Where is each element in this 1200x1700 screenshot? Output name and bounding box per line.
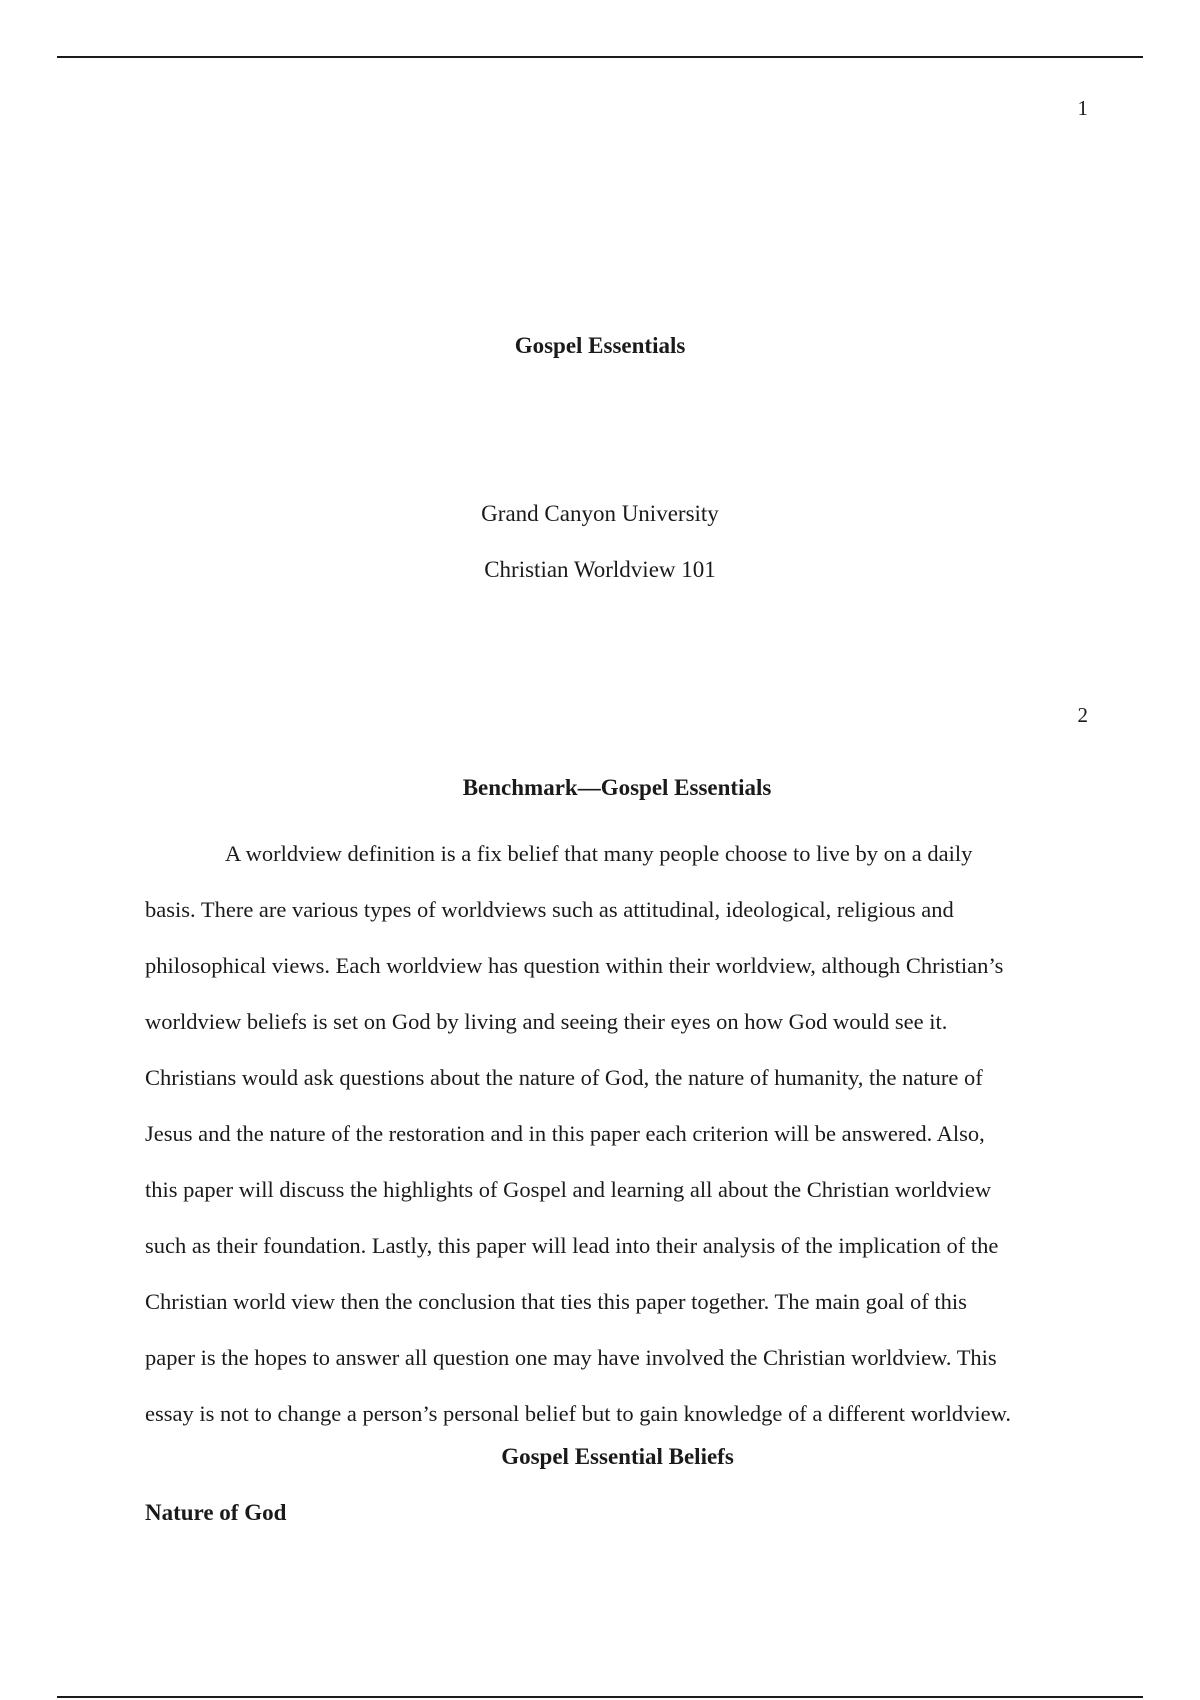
- paragraph-line: A worldview definition is a fix belief that many people choose to live by on a daily: [225, 841, 973, 866]
- paragraph-line: worldview beliefs is set on God by living and seeing their eyes on how God would see it.: [145, 1009, 948, 1034]
- paragraph-line: paper is the hopes to answer all question one may have involved the Christian worldview. This: [145, 1345, 997, 1370]
- paragraph-line: Christian world view then the conclusion that ties this paper together. The main goal of this: [145, 1289, 967, 1314]
- institution-name: Grand Canyon University: [481, 501, 719, 526]
- benchmark-heading: Benchmark—Gospel Essentials: [462, 775, 772, 800]
- course-name: Christian Worldview 101: [484, 557, 716, 582]
- intro-paragraph: [145, 826, 1090, 1442]
- paragraph-line: essay is not to change a person’s personal belief but to gain knowledge of a different worldview.: [145, 1401, 1012, 1426]
- paper-title: Gospel Essentials: [514, 333, 686, 358]
- paragraph-line: such as their foundation. Lastly, this paper will lead into their analysis of the implication of the: [145, 1233, 999, 1258]
- paragraph-line: Christians would ask questions about the nature of God, the nature of humanity, the nature of: [145, 1065, 983, 1090]
- paragraph-line: this paper will discuss the highlights of Gospel and learning all about the Christian worldview: [145, 1177, 992, 1202]
- paragraph-line: Jesus and the nature of the restoration and in this paper each criterion will be answered. Also,: [145, 1121, 985, 1146]
- page-top-rule: [57, 56, 1143, 58]
- paragraph-line: philosophical views. Each worldview has question within their worldview, although Christian’s: [145, 953, 1004, 978]
- sub-heading-nature-of-god: Nature of God: [145, 1500, 287, 1525]
- section-heading: Gospel Essential Beliefs: [501, 1444, 734, 1469]
- page-number-1: 1: [1077, 96, 1088, 120]
- page-number-2: 2: [1077, 703, 1088, 727]
- page-bottom-rule: [57, 1696, 1143, 1698]
- paragraph-line: basis. There are various types of worldviews such as attitudinal, ideological, religious and: [145, 897, 954, 922]
